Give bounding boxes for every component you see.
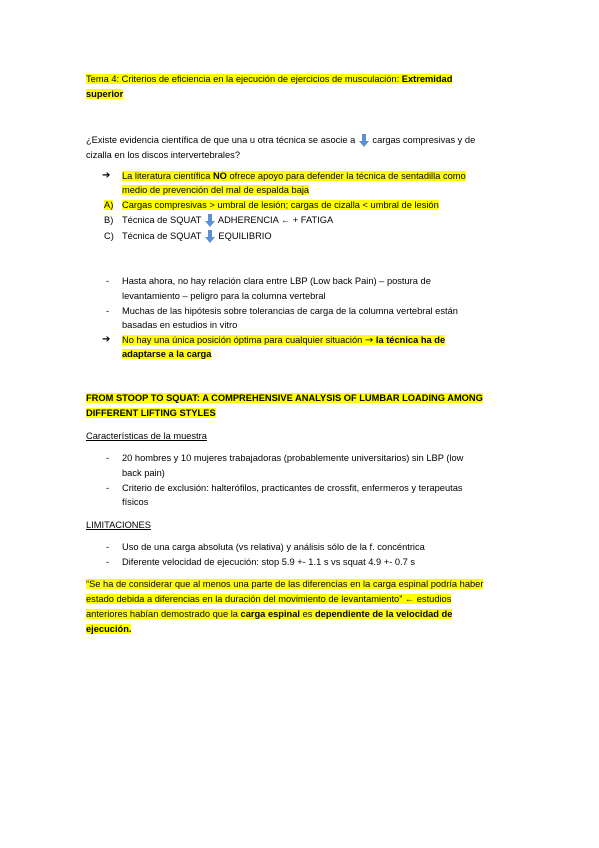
study-title-line2: DIFFERENT LIFTING STYLES: [86, 408, 216, 418]
answer-item1-line2: medio de prevención del mal de espalda baja: [122, 185, 310, 195]
limitation-item2: Diferente velocidad de ejecución: stop 5.9 +- 1.1 s vs squat 4.9 +- 0.7 s: [122, 557, 416, 567]
list-marker-dash: -: [106, 276, 110, 286]
list-marker-dash: -: [106, 483, 110, 493]
title-prefix: Tema 4: Criterios de eficiencia en la ejecución de ejercicios de musculación:: [86, 74, 402, 84]
arrow-down-icon: [359, 134, 369, 146]
list-marker-dash: -: [106, 306, 110, 316]
question-part1: ¿Existe evidencia científica de que una u otra técnica se asocie a: [86, 135, 358, 145]
study-title-line1: FROM STOOP TO SQUAT: A COMPREHENSIVE ANALYSIS OF LUMBAR LOADING AMONG: [86, 393, 483, 403]
sample-item1-line2: back pain): [122, 468, 165, 478]
arrow-right-icon: →: [364, 335, 374, 346]
arrow-down-icon: [205, 214, 215, 226]
quote-line1: “Se ha de considerar que al menos una parte de las diferencias en la carga espinal podría haber: [86, 579, 484, 589]
sample-item1-line1: 20 hombres y 10 mujeres trabajadoras (probablemente universitarios) sin LBP (low: [122, 453, 464, 463]
bullet1-line2: levantamiento – peligro para la columna vertebral: [122, 291, 326, 301]
answer-item-a: Cargas compresivas > umbral de lesión; cargas de cizalla < umbral de lesión: [122, 200, 439, 210]
title-bold-2: superior: [86, 89, 124, 99]
bullet3-line1: No hay una única posición óptima para cualquier situación → la técnica ha de: [122, 335, 446, 346]
question-line1: [86, 134, 475, 146]
list-marker-dash: -: [106, 542, 110, 552]
title-bold-1: Extremidad: [401, 74, 453, 84]
arrow-right-icon: ➔: [102, 170, 111, 181]
document-title-line1: [86, 73, 452, 85]
document-title-line2: [86, 88, 123, 100]
sample-item2-line1: Criterio de exclusión: halterófilos, practicantes de crossfit, enfermeros y terapeutas: [122, 483, 463, 493]
bullet1-line1: Hasta ahora, no hay relación clara entre LBP (Low back Pain) – postura de: [122, 276, 431, 286]
bullet3-line2: adaptarse a la carga: [122, 349, 212, 359]
limitation-item1: Uso de una carga absoluta (vs relativa) y análisis sólo de la f. concéntrica: [122, 542, 425, 552]
bullet2-line2: basadas en estudios in vitro: [122, 320, 238, 330]
list-marker-b: B): [104, 215, 114, 225]
bullet2-line1: Muchas de las hipótesis sobre tolerancias de carga de la columna vertebral están: [122, 306, 458, 316]
list-marker-dash: -: [106, 453, 110, 463]
list-marker-dash: -: [106, 557, 110, 567]
quote-line4: ejecución.: [86, 624, 132, 634]
limitations-heading: LIMITACIONES: [86, 520, 151, 530]
list-marker-a: A): [104, 200, 114, 210]
arrow-right-icon: ➔: [102, 334, 111, 345]
quote-line2: estado debida a diferencias en la duración del movimiento de levantamiento” ← estudios: [86, 594, 452, 604]
sample-heading: Características de la muestra: [86, 431, 207, 441]
answer-item-b: Técnica de SQUAT ADHERENCIA ← + FATIGA: [122, 215, 334, 225]
question-part2: cargas compresivas y de: [369, 135, 476, 145]
answer-item1-line1: La literatura científica NO ofrece apoyo para defender la técnica de sentadilla como: [122, 171, 466, 181]
arrow-down-icon: [205, 230, 215, 242]
sample-item2-line2: físicos: [122, 497, 149, 507]
answer-item-c: Técnica de SQUAT EQUILIBRIO: [122, 231, 272, 241]
quote-line3: anteriores habían demostrado que la carga espinal es dependiente de la velocidad de: [86, 609, 453, 619]
question-line2: cizalla en los discos intervertebrales?: [86, 150, 240, 160]
list-marker-c: C): [104, 231, 114, 241]
